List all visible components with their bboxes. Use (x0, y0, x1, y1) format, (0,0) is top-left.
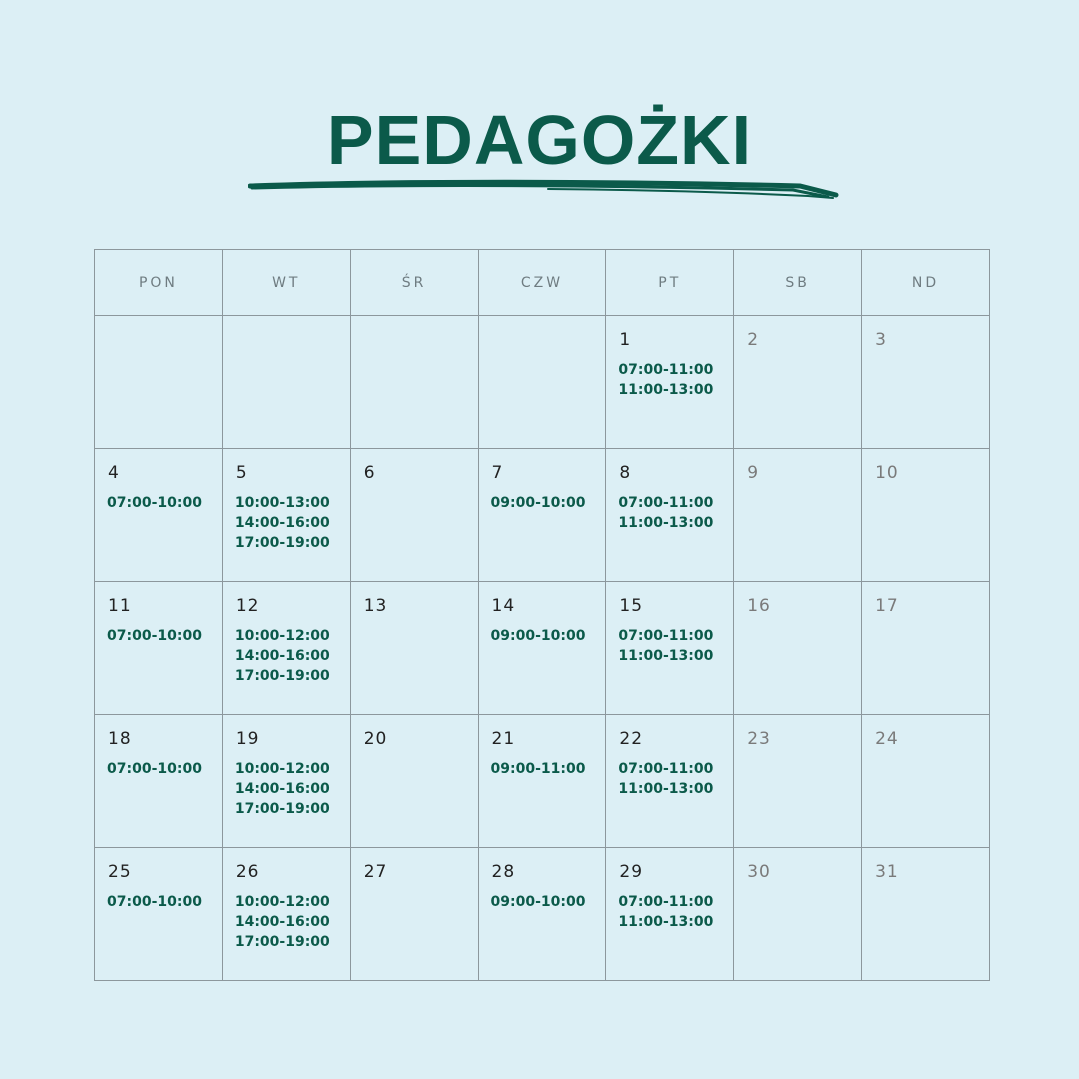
day-number: 9 (747, 463, 760, 483)
calendar-day-cell (222, 449, 350, 582)
weekday-header: SB (734, 250, 862, 316)
calendar-week-row (95, 582, 990, 715)
calendar-grid (94, 249, 990, 981)
calendar-week-row (95, 449, 990, 582)
calendar-week-row (95, 316, 990, 449)
weekday-header: PT (606, 250, 734, 316)
calendar-day-cell (862, 316, 990, 449)
time-slots (618, 626, 713, 666)
calendar-week-row (95, 715, 990, 848)
calendar-day-cell (350, 582, 478, 715)
time-slots (107, 493, 202, 513)
day-number: 24 (875, 729, 899, 749)
time-slot: 07:00-10:00 (107, 894, 202, 910)
calendar-day-cell (606, 582, 734, 715)
calendar-day-cell (862, 449, 990, 582)
day-number: 16 (747, 596, 771, 616)
time-slots (235, 493, 330, 553)
day-number: 8 (619, 463, 632, 483)
day-number: 31 (875, 862, 899, 882)
calendar-week-row (95, 848, 990, 981)
time-slot: 17:00-19:00 (234, 668, 330, 684)
day-number: 11 (108, 596, 132, 616)
day-number: 21 (491, 729, 516, 749)
calendar-day-cell (350, 449, 478, 582)
calendar-day-cell (95, 715, 223, 848)
time-slot: 10:00-12:00 (234, 894, 330, 910)
time-slots (618, 360, 713, 400)
time-slot: 10:00-12:00 (234, 761, 330, 777)
time-slots (618, 759, 713, 799)
time-slots (491, 759, 586, 779)
time-slot: 17:00-19:00 (234, 801, 330, 817)
time-slot: 14:00-16:00 (234, 914, 330, 930)
time-slot: 09:00-10:00 (490, 628, 586, 644)
calendar-day-cell (734, 582, 862, 715)
day-number: 5 (235, 463, 248, 483)
day-number: 14 (491, 596, 516, 616)
day-number: 15 (619, 596, 644, 616)
page-title: PEDAGOŻKI (326, 101, 753, 179)
time-slot: 07:00-11:00 (618, 894, 714, 910)
time-slot: 09:00-10:00 (490, 894, 586, 910)
weekday-header: PON (95, 250, 223, 316)
calendar-day-cell (862, 848, 990, 981)
time-slot: 07:00-11:00 (618, 628, 714, 644)
time-slot: 07:00-10:00 (107, 761, 202, 777)
calendar-day-cell (734, 715, 862, 848)
calendar-body (95, 316, 990, 981)
day-number: 4 (108, 463, 120, 483)
calendar-day-cell (95, 316, 223, 449)
calendar-day-cell (734, 449, 862, 582)
time-slots (618, 892, 713, 932)
calendar-day-cell (862, 715, 990, 848)
time-slots (107, 892, 202, 912)
time-slot: 09:00-11:00 (490, 761, 586, 777)
day-number: 20 (363, 729, 388, 749)
day-number: 2 (747, 330, 760, 350)
time-slot: 11:00-13:00 (618, 515, 714, 531)
time-slot: 09:00-10:00 (490, 495, 586, 511)
day-number: 23 (747, 729, 771, 749)
time-slot: 17:00-19:00 (234, 934, 330, 950)
time-slot: 14:00-16:00 (234, 648, 330, 664)
calendar-day-cell (478, 848, 606, 981)
time-slot: 11:00-13:00 (618, 914, 714, 930)
calendar-day-cell (222, 848, 350, 981)
calendar-day-cell (862, 582, 990, 715)
calendar-day-cell (734, 316, 862, 449)
calendar-day-cell (606, 316, 734, 449)
weekday-header: ŚR (350, 250, 478, 316)
day-number: 13 (363, 596, 388, 616)
day-number: 17 (875, 596, 899, 616)
calendar-day-cell (222, 316, 350, 449)
calendar-day-cell (222, 582, 350, 715)
day-number: 7 (491, 463, 504, 483)
time-slot: 14:00-16:00 (234, 515, 330, 531)
time-slots (491, 626, 586, 646)
day-number: 29 (619, 862, 644, 882)
calendar-day-cell (95, 582, 223, 715)
day-number: 22 (619, 729, 644, 749)
calendar-day-cell (478, 449, 606, 582)
calendar-day-cell (606, 715, 734, 848)
time-slot: 07:00-10:00 (107, 495, 202, 511)
calendar-day-cell (222, 715, 350, 848)
time-slot: 14:00-16:00 (234, 781, 330, 797)
time-slots (235, 759, 330, 819)
time-slots (491, 493, 586, 513)
day-number: 6 (363, 463, 376, 483)
time-slots (235, 626, 330, 686)
calendar-day-cell (350, 848, 478, 981)
time-slots (618, 493, 713, 533)
time-slot: 10:00-13:00 (234, 495, 330, 511)
time-slot: 10:00-12:00 (234, 628, 330, 644)
day-number: 12 (235, 596, 260, 616)
calendar-day-cell (350, 316, 478, 449)
weekday-header-row (95, 250, 990, 316)
day-number: 26 (235, 862, 260, 882)
time-slots (491, 892, 586, 912)
calendar-day-cell (350, 715, 478, 848)
time-slot: 07:00-11:00 (618, 362, 714, 378)
calendar-day-cell (95, 848, 223, 981)
day-number: 3 (875, 330, 887, 350)
day-number: 30 (747, 862, 771, 882)
calendar-day-cell (478, 316, 606, 449)
weekday-header: CZW (478, 250, 606, 316)
weekday-header: ND (862, 250, 990, 316)
time-slot: 11:00-13:00 (618, 781, 714, 797)
brush-underline (248, 178, 840, 204)
time-slot: 07:00-10:00 (107, 628, 202, 644)
calendar-day-cell (478, 715, 606, 848)
day-number: 19 (235, 729, 260, 749)
day-number: 10 (875, 463, 899, 483)
calendar-day-cell (734, 848, 862, 981)
day-number: 28 (491, 862, 516, 882)
time-slot: 07:00-11:00 (618, 761, 714, 777)
calendar-day-cell (606, 449, 734, 582)
day-number: 1 (619, 330, 632, 350)
time-slot: 07:00-11:00 (618, 495, 714, 511)
time-slots (107, 626, 202, 646)
calendar-day-cell (606, 848, 734, 981)
time-slot: 11:00-13:00 (618, 648, 714, 664)
time-slots (235, 892, 330, 952)
day-number: 25 (108, 862, 132, 882)
calendar-day-cell (478, 582, 606, 715)
time-slot: 17:00-19:00 (234, 535, 330, 551)
weekday-header: WT (222, 250, 350, 316)
calendar-day-cell (95, 449, 223, 582)
time-slots (107, 759, 202, 779)
day-number: 27 (363, 862, 388, 882)
day-number: 18 (108, 729, 132, 749)
time-slot: 11:00-13:00 (618, 382, 714, 398)
